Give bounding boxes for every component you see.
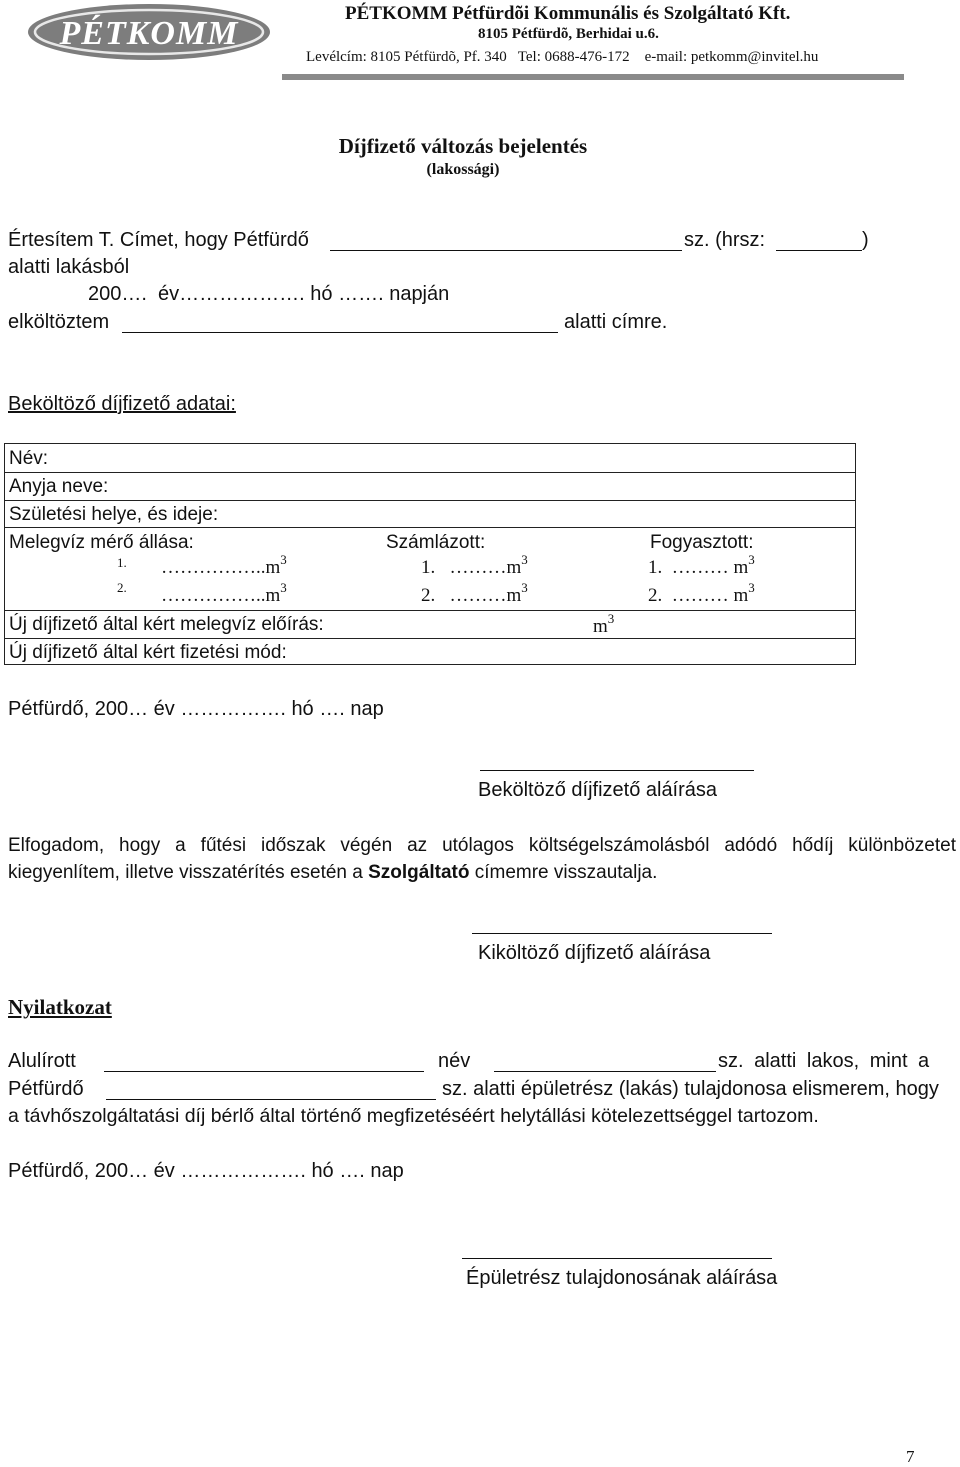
decl-line1-a: Alulírott xyxy=(8,1050,76,1072)
name-label: Név: xyxy=(9,448,49,469)
declarant-name-field[interactable] xyxy=(104,1071,424,1072)
signature-line-3[interactable] xyxy=(462,1258,772,1259)
prescription-unit: $m^3$ xyxy=(593,611,615,637)
meter-row-1-num: 1. xyxy=(117,555,127,570)
decl-line1-c: sz. alatti lakos, mint a xyxy=(718,1050,930,1072)
notice-line1-mid: sz. (hrsz: xyxy=(684,229,766,251)
new-address-field[interactable] xyxy=(122,332,558,333)
payer-data-table xyxy=(4,443,856,665)
notice-line1-end: ) xyxy=(862,229,869,251)
notice-line4-prefix: elköltöztem xyxy=(8,311,110,333)
signature-line-2[interactable] xyxy=(472,933,772,934)
decl-line3: a távhőszolgáltatási díj bérlő által történő megfizetéséért helytállási kötelezettséggel tartozom. xyxy=(8,1105,819,1127)
notice-line4-suffix: alatti címre. xyxy=(564,311,668,333)
consumed-row-1: 1. ……… $m^3$ xyxy=(648,552,755,578)
header-rule xyxy=(282,74,904,80)
company-address: 8105 Pétfürdõ, Berhidai u.6. xyxy=(478,26,659,42)
section-heading: Beköltöző díjfizető adatai: xyxy=(8,393,236,415)
signature-label-1: Beköltöző díjfizető aláírása xyxy=(478,779,718,801)
meter-label: Melegvíz mérő állása: xyxy=(9,532,194,553)
date-line-2: Pétfürdő, 200… év ………………. hó …. nap xyxy=(8,1160,404,1182)
consumed-row-2: 2. ……… $m^3$ xyxy=(648,580,755,606)
signature-line-1[interactable] xyxy=(480,770,754,771)
decl-line1-b: név xyxy=(438,1050,471,1072)
address-field[interactable] xyxy=(330,250,682,251)
company-name: PÉTKOMM Pétfürdõi Kommunális és Szolgáltató Kft. xyxy=(345,3,791,24)
decl-line2-a: Pétfürdő xyxy=(8,1078,84,1100)
signature-label-2: Kiköltöző díjfizető aláírása xyxy=(478,942,711,964)
page-number: 7 xyxy=(906,1447,915,1466)
notice-line2: alatti lakásból xyxy=(8,256,130,278)
billed-row-2: 2. $\dots\dots\dots m^3$ xyxy=(421,580,528,606)
svg-text:PÉTKOMM: PÉTKOMM xyxy=(59,15,239,52)
date-line-1: Pétfürdő, 200… év ……………. hó …. nap xyxy=(8,698,384,720)
birth-label: Születési helye, és ideje: xyxy=(9,504,219,525)
billed-row-1: 1. $\dots\dots\dots m^3$ xyxy=(421,552,528,578)
page-subtitle: (lakossági) xyxy=(426,161,500,178)
page-title: Díjfizető változás bejelentés xyxy=(338,134,588,158)
provider-bold: Szolgáltató xyxy=(368,862,470,883)
meter-row-2-value: $\dots\dots\dots\dots\dots..m^3$ xyxy=(161,580,287,606)
hrsz-field[interactable] xyxy=(776,250,862,251)
declaration-heading: Nyilatkozat xyxy=(8,995,112,1019)
consumed-label: Fogyasztott: xyxy=(650,532,754,553)
signature-label-3: Épületrész tulajdonosának aláírása xyxy=(466,1267,778,1289)
notice-line1-prefix: Értesítem T. Címet, hogy Pétfürdő xyxy=(8,229,309,251)
meter-row-2-num: 2. xyxy=(117,580,127,595)
decl-line2-b: sz. alatti épületrész (lakás) tulajdonosa elismerem, hogy xyxy=(442,1078,939,1100)
move-date-line: 200…. év………………. hó ……. napján xyxy=(88,283,450,305)
mother-name-label: Anyja neve: xyxy=(9,476,109,497)
company-logo xyxy=(26,2,272,62)
property-address-field[interactable] xyxy=(106,1099,436,1100)
declarant-address-field[interactable] xyxy=(494,1071,716,1072)
company-contact: Levélcím: 8105 Pétfürdõ, Pf. 340 Tel: 0688-476-172 e-mail: petkomm@invitel.hu xyxy=(306,49,819,65)
acceptance-paragraph: Elfogadom, hogy a fűtési időszak végén az utólagos költségelszámolásból adódó hődíj különbözetet kiegyenlítem, illetve visszatérítés esetén a Szolgáltató címemre visszautalja. xyxy=(8,835,956,883)
meter-row-1-value: $\dots\dots\dots\dots\dots..m^3$ xyxy=(161,552,287,578)
prescription-label: Új díjfizető által kért melegvíz előírás: xyxy=(9,614,324,635)
payment-mode-label: Új díjfizető által kért fizetési mód: xyxy=(9,642,287,663)
billed-label: Számlázott: xyxy=(386,532,486,553)
